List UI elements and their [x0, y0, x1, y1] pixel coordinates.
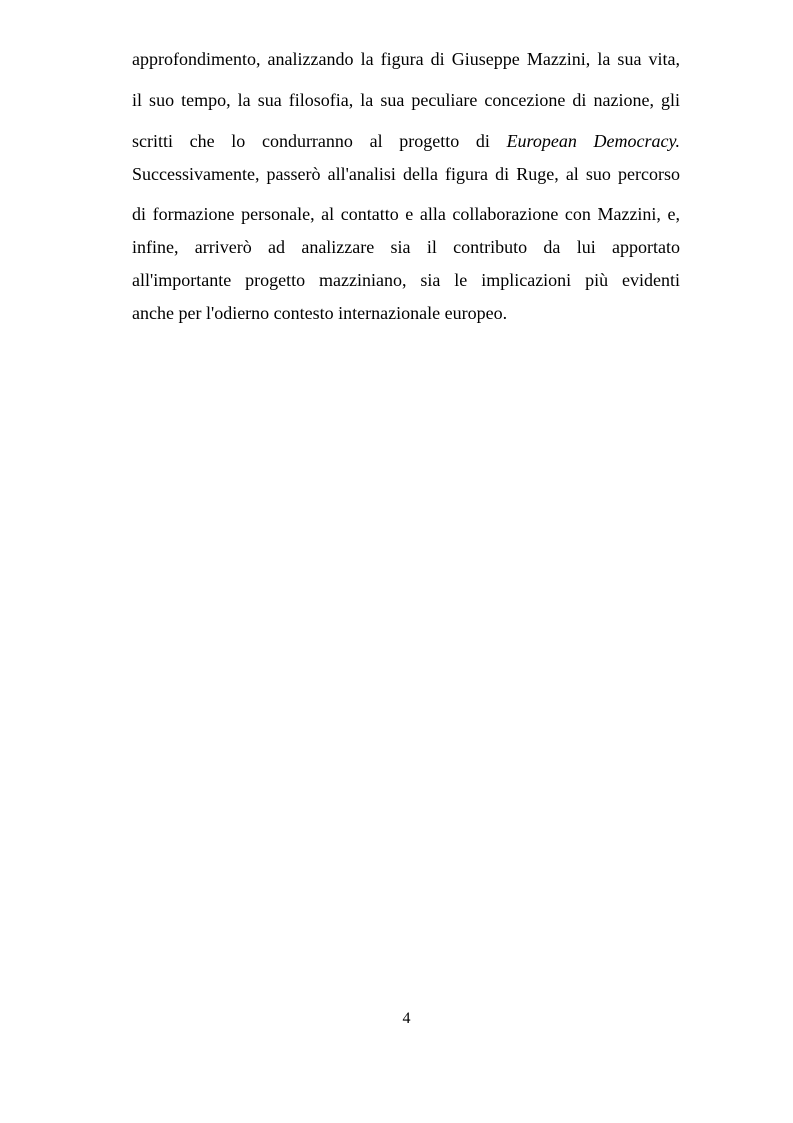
text-line-1: approfondimento, analizzando la figura di Giuseppe Mazzini, la sua vita,: [132, 49, 680, 69]
text-line-2: il suo tempo, la sua filosofia, la sua peculiare concezione di nazione, gli: [132, 90, 680, 110]
text-line-6: infine, arriverò ad analizzare sia il contributo da lui apportato: [132, 237, 680, 257]
text-line-4: Successivamente, passerò all'analisi della figura di Ruge, al suo percorso: [132, 164, 680, 184]
text-line-5: di formazione personale, al contatto e alla collaborazione con Mazzini, e,: [132, 204, 680, 224]
text-line-3: [132, 130, 680, 152]
page-number: 4: [402, 1010, 411, 1027]
text-line-8: anche per l'odierno contesto internazionale europeo.: [132, 303, 508, 323]
text-line-7: all'importante progetto mazziniano, sia le implicazioni più evidenti: [132, 270, 680, 290]
text-line-3-roman: scritti che lo condurranno al progetto di: [132, 131, 490, 151]
italic-title-european-democracy: European Democracy.: [506, 131, 680, 151]
